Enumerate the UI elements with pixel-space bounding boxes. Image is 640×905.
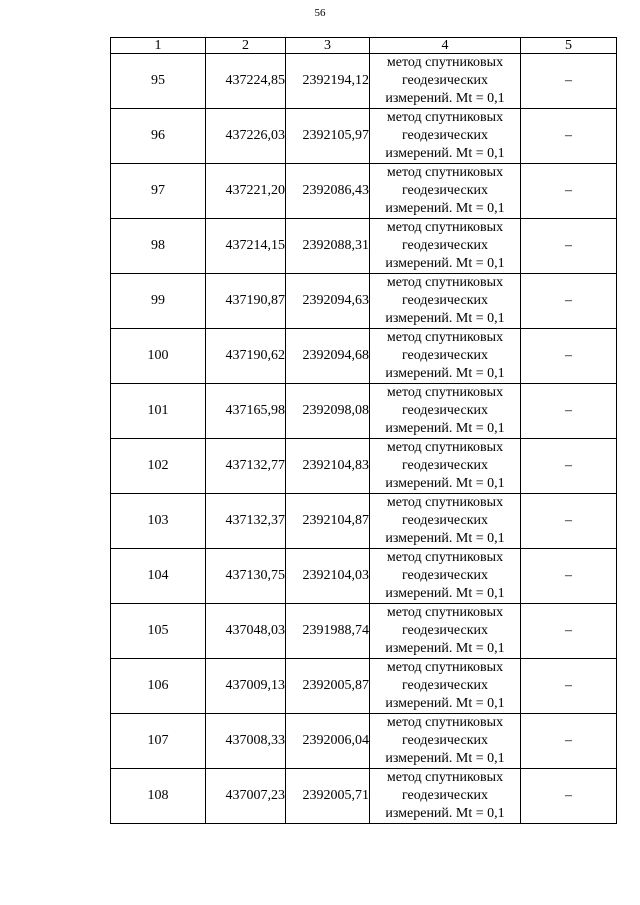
point-number-cell: 96 <box>111 109 206 164</box>
note-cell: – <box>521 219 617 274</box>
method-line: измерений. Mt = 0,1 <box>385 366 505 381</box>
note-cell: – <box>521 549 617 604</box>
table-body <box>111 54 617 824</box>
column-header-1: 1 <box>111 38 206 54</box>
method-cell <box>370 659 521 714</box>
method-line: измерений. Mt = 0,1 <box>385 146 505 161</box>
point-number-cell: 100 <box>111 329 206 384</box>
method-line: геодезических <box>401 788 488 803</box>
y-coordinate-cell: 2392105,97 <box>286 109 370 164</box>
method-cell <box>370 549 521 604</box>
method-line: геодезических <box>401 348 488 363</box>
method-cell <box>370 604 521 659</box>
note-cell: – <box>521 439 617 494</box>
point-number-cell: 98 <box>111 219 206 274</box>
note-cell: – <box>521 714 617 769</box>
y-coordinate-cell: 2392086,43 <box>286 164 370 219</box>
table-row <box>111 769 617 824</box>
x-coordinate-cell: 437048,03 <box>206 604 286 659</box>
y-coordinate-cell: 2392094,63 <box>286 274 370 329</box>
table-row <box>111 494 617 549</box>
column-header-3: 3 <box>286 38 370 54</box>
table-row <box>111 164 617 219</box>
x-coordinate-cell: 437130,75 <box>206 549 286 604</box>
method-line: метод спутниковых <box>386 605 504 620</box>
table-row <box>111 439 617 494</box>
y-coordinate-cell: 2392006,04 <box>286 714 370 769</box>
method-line: метод спутниковых <box>386 715 504 730</box>
x-coordinate-cell: 437165,98 <box>206 384 286 439</box>
point-number-cell: 107 <box>111 714 206 769</box>
method-line: метод спутниковых <box>386 660 504 675</box>
column-header-2: 2 <box>206 38 286 54</box>
point-number-cell: 101 <box>111 384 206 439</box>
point-number-cell: 97 <box>111 164 206 219</box>
x-coordinate-cell: 437190,87 <box>206 274 286 329</box>
method-line: метод спутниковых <box>386 275 504 290</box>
x-coordinate-cell: 437226,03 <box>206 109 286 164</box>
table-row <box>111 274 617 329</box>
coordinates-table <box>110 37 617 824</box>
point-number-cell: 105 <box>111 604 206 659</box>
column-header-5: 5 <box>521 38 617 54</box>
y-coordinate-cell: 2392094,68 <box>286 329 370 384</box>
y-coordinate-cell: 2392104,87 <box>286 494 370 549</box>
method-cell <box>370 329 521 384</box>
table-row <box>111 604 617 659</box>
note-cell: – <box>521 384 617 439</box>
method-line: геодезических <box>401 568 488 583</box>
y-coordinate-cell: 2392088,31 <box>286 219 370 274</box>
table-row <box>111 54 617 109</box>
method-line: метод спутниковых <box>386 385 504 400</box>
point-number-cell: 102 <box>111 439 206 494</box>
y-coordinate-cell: 2392194,12 <box>286 54 370 109</box>
method-line: измерений. Mt = 0,1 <box>385 641 505 656</box>
method-line: измерений. Mt = 0,1 <box>385 311 505 326</box>
method-cell <box>370 769 521 824</box>
x-coordinate-cell: 437224,85 <box>206 54 286 109</box>
page-number: 56 <box>314 7 326 19</box>
method-line: геодезических <box>401 128 488 143</box>
method-line: измерений. Mt = 0,1 <box>385 201 505 216</box>
method-line: метод спутниковых <box>386 220 504 235</box>
table-header-row <box>111 38 617 54</box>
table-row <box>111 659 617 714</box>
note-cell: – <box>521 54 617 109</box>
table-row <box>111 329 617 384</box>
method-line: метод спутниковых <box>386 495 504 510</box>
note-cell: – <box>521 109 617 164</box>
method-line: геодезических <box>401 293 488 308</box>
table-row <box>111 219 617 274</box>
y-coordinate-cell: 2392104,03 <box>286 549 370 604</box>
method-line: геодезических <box>401 733 488 748</box>
method-line: измерений. Mt = 0,1 <box>385 476 505 491</box>
x-coordinate-cell: 437132,37 <box>206 494 286 549</box>
point-number-cell: 108 <box>111 769 206 824</box>
note-cell: – <box>521 494 617 549</box>
y-coordinate-cell: 2392005,87 <box>286 659 370 714</box>
method-line: геодезических <box>401 183 488 198</box>
y-coordinate-cell: 2391988,74 <box>286 604 370 659</box>
note-cell: – <box>521 274 617 329</box>
method-cell <box>370 714 521 769</box>
point-number-cell: 106 <box>111 659 206 714</box>
x-coordinate-cell: 437008,33 <box>206 714 286 769</box>
note-cell: – <box>521 329 617 384</box>
method-cell <box>370 219 521 274</box>
method-cell <box>370 494 521 549</box>
note-cell: – <box>521 769 617 824</box>
method-line: измерений. Mt = 0,1 <box>385 421 505 436</box>
method-cell <box>370 439 521 494</box>
method-line: метод спутниковых <box>386 330 504 345</box>
method-line: измерений. Mt = 0,1 <box>385 586 505 601</box>
method-line: измерений. Mt = 0,1 <box>385 806 505 821</box>
method-line: геодезических <box>401 623 488 638</box>
method-line: метод спутниковых <box>386 55 504 70</box>
note-cell: – <box>521 659 617 714</box>
x-coordinate-cell: 437190,62 <box>206 329 286 384</box>
method-line: геодезических <box>401 458 488 473</box>
method-line: геодезических <box>401 73 488 88</box>
x-coordinate-cell: 437214,15 <box>206 219 286 274</box>
point-number-cell: 95 <box>111 54 206 109</box>
point-number-cell: 103 <box>111 494 206 549</box>
table-row <box>111 549 617 604</box>
note-cell: – <box>521 604 617 659</box>
method-line: метод спутниковых <box>386 165 504 180</box>
method-cell <box>370 54 521 109</box>
point-number-cell: 104 <box>111 549 206 604</box>
x-coordinate-cell: 437221,20 <box>206 164 286 219</box>
method-line: измерений. Mt = 0,1 <box>385 751 505 766</box>
method-line: метод спутниковых <box>386 770 504 785</box>
method-line: измерений. Mt = 0,1 <box>385 696 505 711</box>
method-line: измерений. Mt = 0,1 <box>385 531 505 546</box>
y-coordinate-cell: 2392005,71 <box>286 769 370 824</box>
method-cell <box>370 274 521 329</box>
method-cell <box>370 109 521 164</box>
column-header-4: 4 <box>370 38 521 54</box>
method-line: геодезических <box>401 238 488 253</box>
method-line: метод спутниковых <box>386 550 504 565</box>
y-coordinate-cell: 2392104,83 <box>286 439 370 494</box>
y-coordinate-cell: 2392098,08 <box>286 384 370 439</box>
table-row <box>111 714 617 769</box>
x-coordinate-cell: 437132,77 <box>206 439 286 494</box>
point-number-cell: 99 <box>111 274 206 329</box>
method-line: геодезических <box>401 678 488 693</box>
note-cell: – <box>521 164 617 219</box>
x-coordinate-cell: 437007,23 <box>206 769 286 824</box>
method-line: метод спутниковых <box>386 440 504 455</box>
method-cell <box>370 384 521 439</box>
table-row <box>111 109 617 164</box>
method-line: измерений. Mt = 0,1 <box>385 91 505 106</box>
x-coordinate-cell: 437009,13 <box>206 659 286 714</box>
method-line: измерений. Mt = 0,1 <box>385 256 505 271</box>
method-cell <box>370 164 521 219</box>
method-line: метод спутниковых <box>386 110 504 125</box>
method-line: геодезических <box>401 513 488 528</box>
table-row <box>111 384 617 439</box>
method-line: геодезических <box>401 403 488 418</box>
